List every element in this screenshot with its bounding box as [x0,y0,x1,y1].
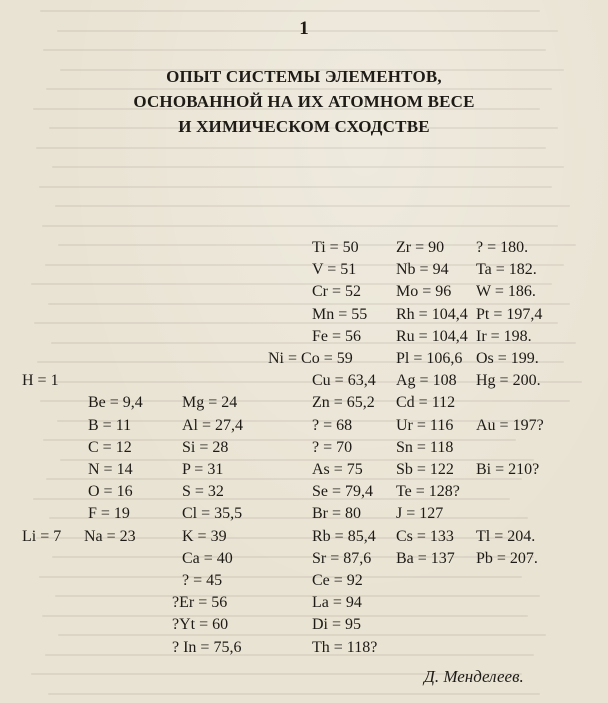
element-entry: Au = 197? [476,416,544,434]
element-entry: Sr = 87,6 [312,549,372,567]
element-entry: Mn = 55 [312,305,368,323]
element-entry: Ca = 40 [182,549,233,567]
element-entry: Cl = 35,5 [182,505,243,523]
element-entry: Os = 199. [476,350,539,367]
element-entry: N = 14 [88,461,133,478]
element-entry: ?Yt = 60 [172,616,229,634]
element-entry: P = 31 [182,461,224,478]
signature: Д. Менделеев. [424,667,524,686]
element-entry: Pl = 106,6 [396,350,463,367]
element-entry: ? = 180. [476,239,529,256]
element-entry: Cu = 63,4 [312,372,376,390]
element-entry: Al = 27,4 [182,416,244,434]
element-entry: Li = 7 [22,527,62,545]
element-entry: Ag = 108 [396,372,457,390]
element-entry: Bi = 210? [476,461,540,478]
element-entry: Cr = 52 [312,283,362,301]
element-entry: F = 19 [88,505,130,523]
element-entry: Nb = 94 [396,261,449,279]
element-entry: ? = 70 [312,438,353,456]
element-entry: H = 1 [22,372,59,390]
document-title [0,64,608,139]
element-entry: Mo = 96 [396,283,452,301]
element-entry: Ce = 92 [312,572,363,589]
element-entry: Zn = 65,2 [312,394,375,412]
element-entry: Te = 128? [396,483,460,501]
element-entry: ? = 45 [182,572,223,589]
element-entry: Hg = 200. [476,372,541,390]
element-entry: Cs = 133 [396,527,454,545]
element-entry: Se = 79,4 [312,483,374,501]
element-entry: O = 16 [88,483,133,501]
element-entry: Rh = 104,4 [396,305,468,323]
element-entry: Sn = 118 [396,438,454,456]
element-entry: Pb = 207. [476,549,538,567]
title-line: ОСНОВАННОЙ НА ИХ АТОМНОМ ВЕСЕ [133,92,475,111]
element-entry: Br = 80 [312,505,362,523]
element-entry: Be = 9,4 [88,394,143,412]
element-entry: Th = 118? [312,638,378,656]
title-line: ОПЫТ СИСТЕМЫ ЭЛЕМЕНТОВ, [166,67,442,86]
title-line: И ХИМИЧЕСКОМ СХОДСТВЕ [178,117,430,136]
element-entry: Zr = 90 [396,239,445,256]
element-entry: V = 51 [312,261,357,279]
element-entry: ? = 68 [312,416,353,434]
element-entry: Rb = 85,4 [312,527,376,545]
element-entry: Ur = 116 [396,416,454,434]
element-entry: Ti = 50 [312,239,359,256]
element-entry: ? In = 75,6 [172,638,242,656]
element-entry: Cd = 112 [396,394,456,412]
document-number: 1 [299,18,309,39]
element-entry: Ta = 182. [476,261,537,279]
element-entry: Mg = 24 [182,394,238,412]
element-entry: As = 75 [312,461,363,478]
element-entry: Fe = 56 [312,327,362,345]
element-entry: Ir = 198. [476,327,532,345]
element-entry: Na = 23 [84,527,136,545]
element-entry: Ru = 104,4 [396,327,468,345]
element-entry: La = 94 [312,594,362,612]
element-entry: Pt = 197,4 [476,305,543,323]
element-entry: Sb = 122 [396,461,454,478]
element-entry: Tl = 204. [476,527,536,545]
element-entry: Si = 28 [182,438,229,456]
element-entry: S = 32 [182,483,224,501]
element-entry: K = 39 [182,527,227,545]
element-entry: B = 11 [88,416,132,434]
element-entry: J = 127 [396,505,444,523]
element-entry: Ni = Co = 59 [268,350,353,367]
element-entry: C = 12 [88,438,132,456]
element-entry: Di = 95 [312,616,362,634]
element-entry: ?Er = 56 [172,594,228,612]
element-entry: Ba = 137 [396,549,455,567]
element-entry: W = 186. [476,283,536,301]
